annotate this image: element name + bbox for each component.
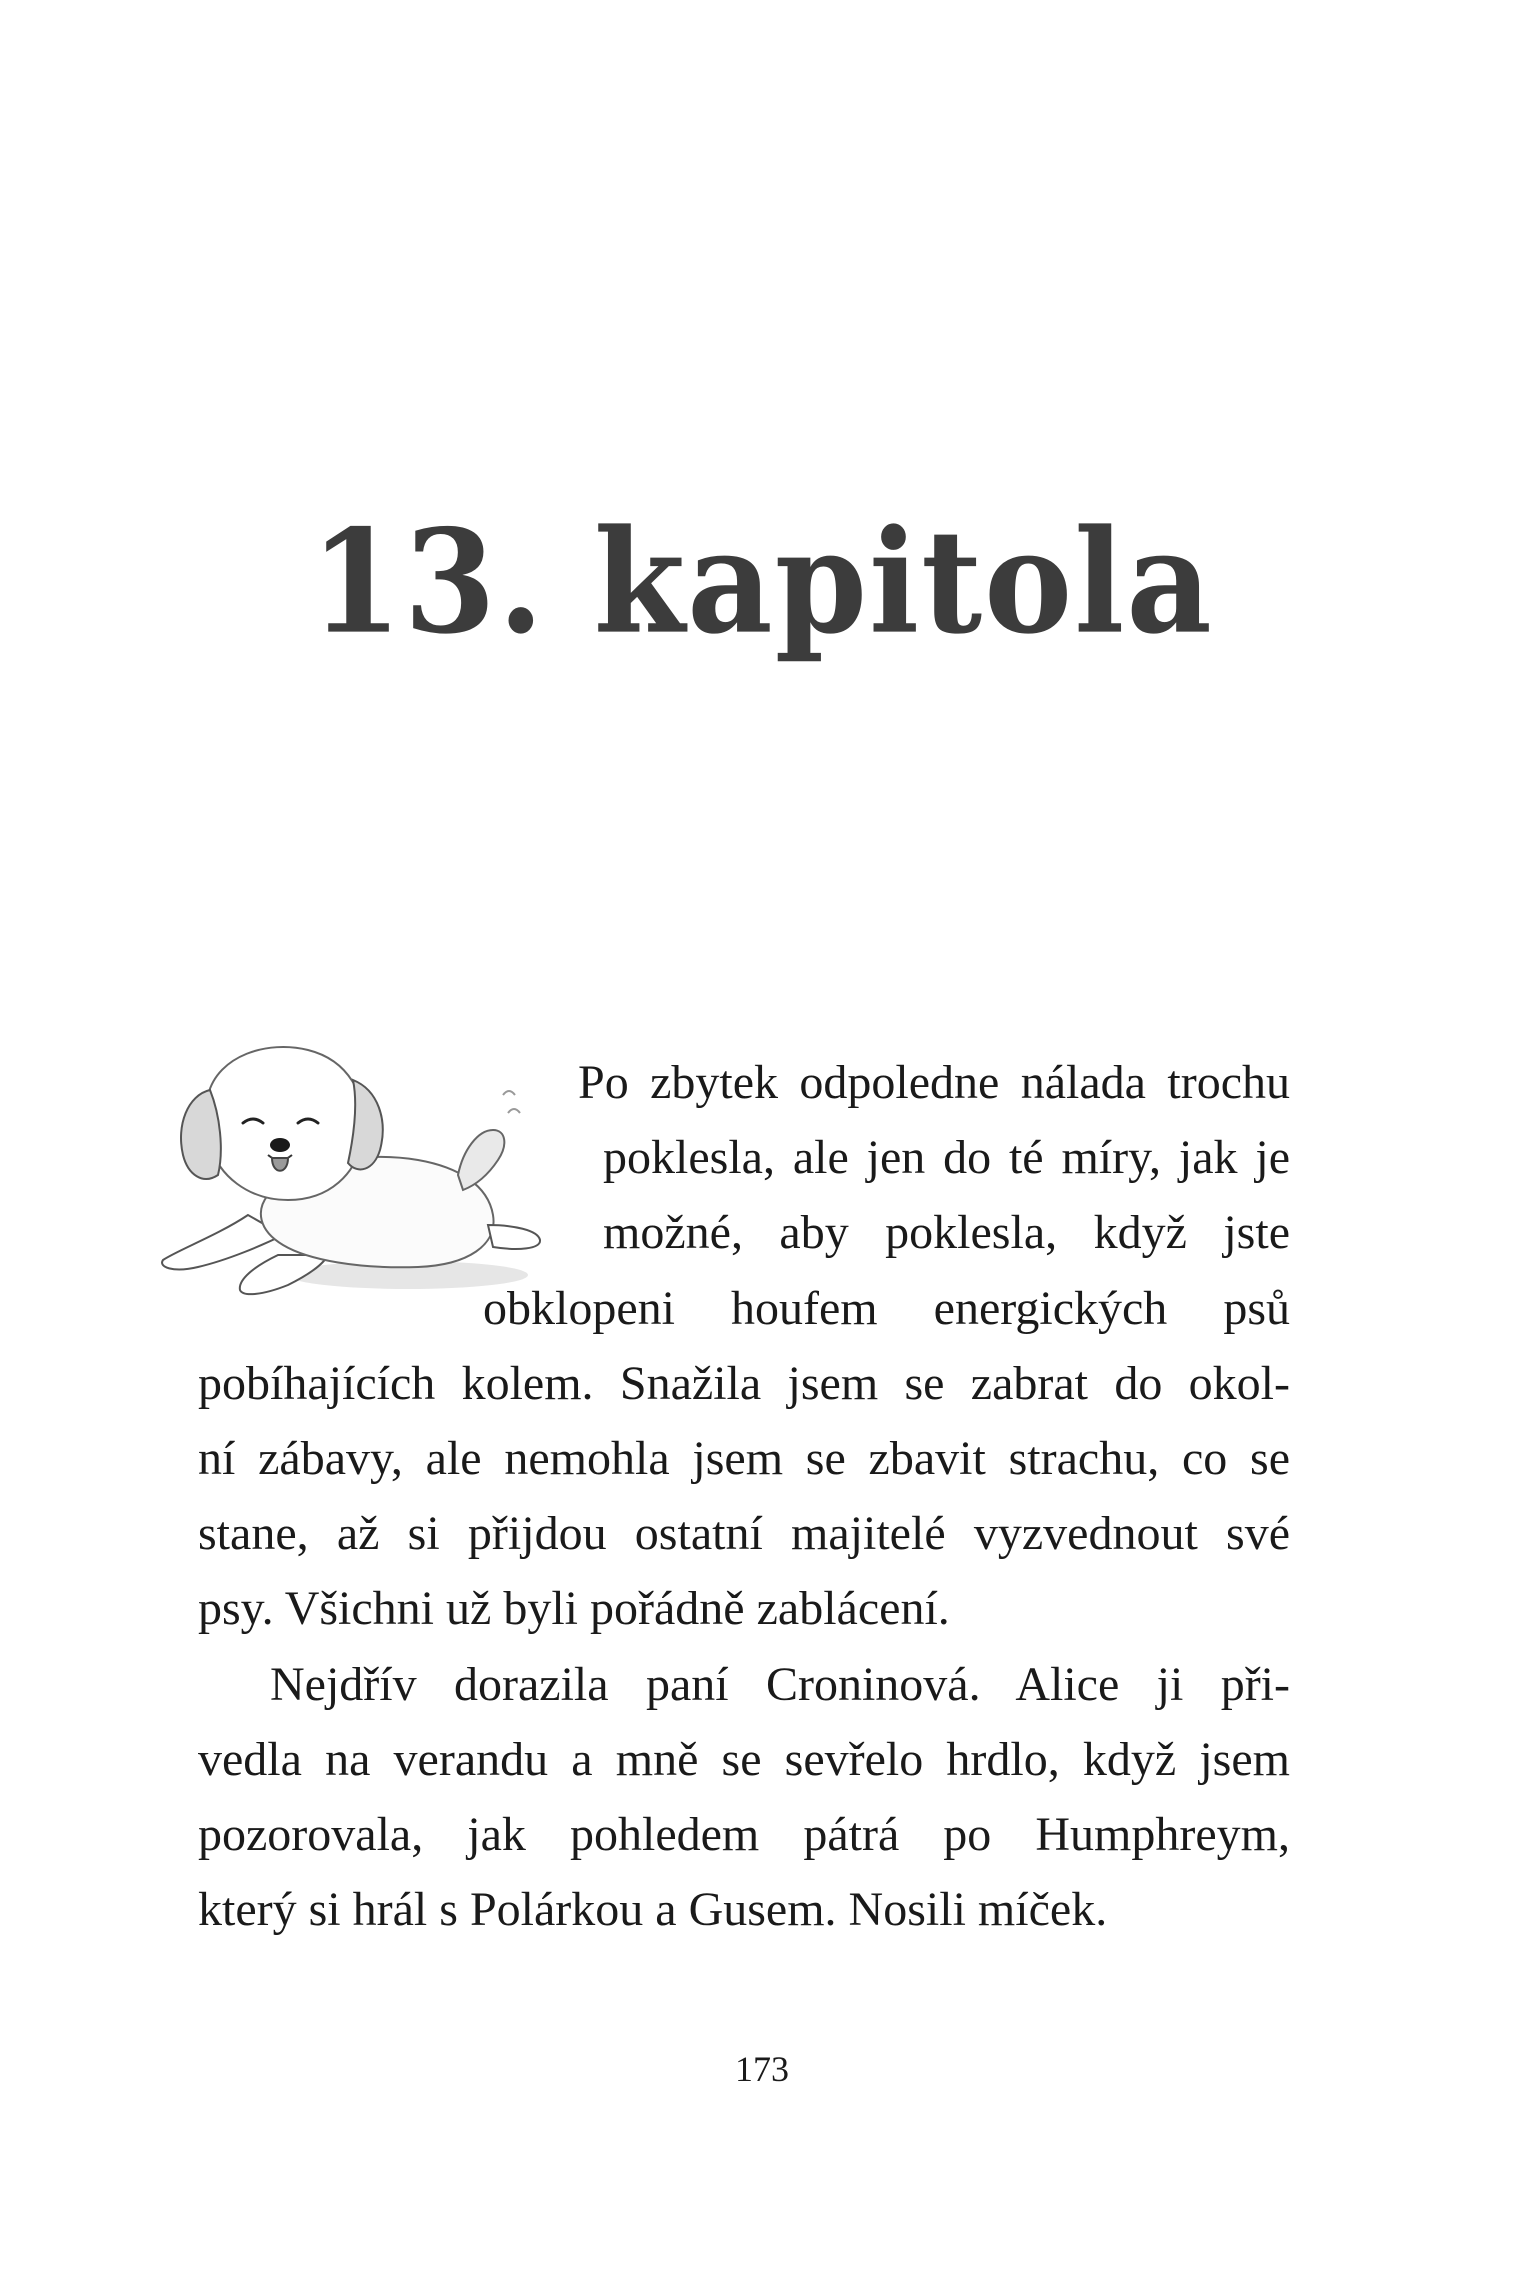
text-line: vedla na verandu a mně se sevřelo hrdlo, když jsem <box>198 1732 1290 1786</box>
text-line: Po zbytek odpoledne nálada trochu <box>578 1056 1290 1109</box>
text-line: psy. Všichni už byli pořádně zablácení. <box>198 1582 950 1636</box>
text-line: poklesla, ale jen do té míry, jak je <box>603 1131 1290 1185</box>
text-line: který si hrál s Polárkou a Gusem. Nosili míček. <box>198 1883 1108 1937</box>
text-line: stane, až si přijdou ostatní majitelé vyzvednout své <box>198 1507 1290 1561</box>
text-line: pobíhajících kolem. Snažila jsem se zabrat do okol- <box>198 1356 1290 1410</box>
text-line: pozorovala, jak pohledem pátrá po Humphreym, <box>198 1807 1290 1861</box>
text-line: možné, aby poklesla, když jste <box>603 1206 1290 1260</box>
chapter-title: 13. kapitola <box>310 498 1214 667</box>
body-text <box>198 1045 1290 1947</box>
page-number: 173 <box>735 2049 789 2089</box>
text-line: ní zábavy, ale nemohla jsem se zbavit strachu, co se <box>198 1431 1290 1485</box>
text-line: Nejdřív dorazila paní Croninová. Alice ji při- <box>270 1657 1290 1711</box>
text-line: obklopeni houfem energických psů <box>483 1281 1290 1335</box>
